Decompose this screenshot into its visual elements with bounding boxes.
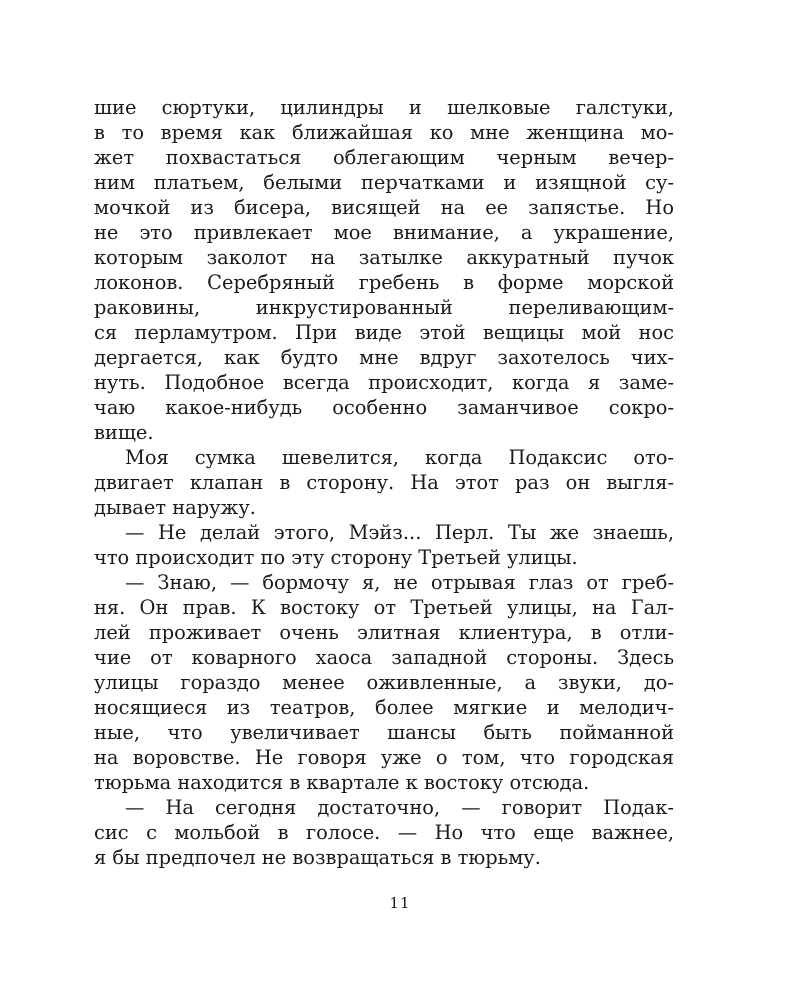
- paragraph: [94, 95, 674, 445]
- text-line: я бы предпочел не возвращаться в тюрьму.: [94, 846, 541, 869]
- text-line: которым заколот на затылке аккуратный пучок: [94, 246, 674, 269]
- page-number: 11: [389, 894, 411, 912]
- body-text: [94, 95, 674, 870]
- text-line: что происходит по эту сторону Третьей улицы.: [94, 546, 578, 569]
- text-line: не это привлекает мое внимание, а украшение,: [94, 221, 674, 244]
- text-line: раковины, инкрустированный переливающим-: [94, 296, 674, 319]
- text-line: ные, что увеличивает шансы быть пойманной: [94, 721, 674, 744]
- paragraph: [94, 445, 674, 520]
- text-line: чие от коварного хаоса западной стороны. Здесь: [94, 646, 674, 669]
- text-line: локонов. Серебряный гребень в форме морской: [94, 271, 674, 294]
- text-line: в то время как ближайшая ко мне женщина мо-: [94, 121, 674, 144]
- text-line: вище.: [94, 421, 154, 444]
- text-line: Моя сумка шевелится, когда Подаксис ото-: [125, 446, 674, 469]
- text-line: носящиеся из театров, более мягкие и мелодич-: [94, 696, 674, 719]
- paragraph: [94, 570, 674, 795]
- text-line: тюрьма находится в квартале к востоку отсюда.: [94, 771, 590, 794]
- text-line: улицы гораздо менее оживленные, а звуки, до-: [94, 671, 674, 694]
- text-line: ня. Он прав. К востоку от Третьей улицы, на Гал-: [94, 596, 674, 619]
- text-line: двигает клапан в сторону. На этот раз он выгля-: [94, 471, 674, 494]
- text-line: чаю какое-нибудь особенно заманчивое сокро-: [94, 396, 674, 419]
- text-line: дергается, как будто мне вдруг захотелось чих-: [94, 346, 674, 369]
- text-line: шие сюртуки, цилиндры и шелковые галстуки,: [94, 96, 674, 119]
- text-line: нуть. Подобное всегда происходит, когда я заме-: [94, 371, 674, 394]
- text-line: мочкой из бисера, висящей на ее запястье. Но: [94, 196, 674, 219]
- text-line: — Не делай этого, Мэйз... Перл. Ты же знаешь,: [125, 521, 674, 544]
- text-line: сис с мольбой в голосе. — Но что еще важнее,: [94, 821, 674, 844]
- text-line: дывает наружу.: [94, 496, 256, 519]
- paragraph: [94, 520, 674, 570]
- paragraph: [94, 795, 674, 870]
- text-line: ним платьем, белыми перчатками и изящной су-: [94, 171, 674, 194]
- text-line: — На сегодня достаточно, — говорит Подак-: [125, 796, 674, 819]
- text-line: лей проживает очень элитная клиентура, в отли-: [94, 621, 674, 644]
- text-line: жет похвастаться облегающим черным вечер-: [94, 146, 674, 169]
- text-line: на воровстве. Не говоря уже о том, что городская: [94, 746, 674, 769]
- text-line: ся перламутром. При виде этой вещицы мой нос: [94, 321, 674, 344]
- text-line: — Знаю, — бормочу я, не отрывая глаз от греб-: [125, 571, 674, 594]
